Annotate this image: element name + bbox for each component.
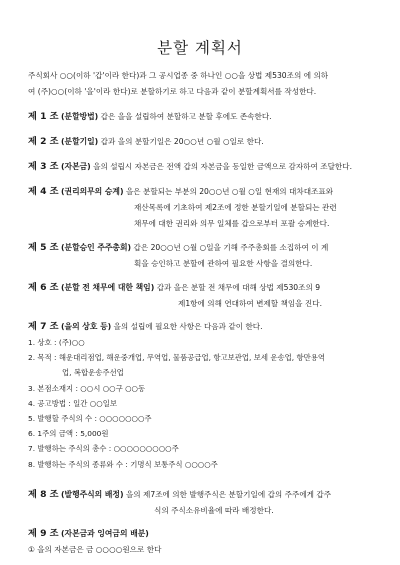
list-item: 4. 공고방법 : 일간 ○○일보 — [28, 398, 117, 408]
article-4 — [28, 184, 372, 232]
article-text: 을의 설립시 자본금은 전액 갑의 자본금을 동일한 금액으로 감자하여 조달한다. — [90, 162, 352, 171]
article-title: (분할기일) — [60, 137, 99, 146]
article-title: (분할승인 주주총회) — [60, 243, 132, 252]
article-5 — [28, 240, 372, 272]
article-7-items — [28, 335, 372, 472]
list-item: 1. 상호 : (주)○○ — [28, 338, 85, 347]
article-3 — [28, 159, 372, 175]
article-text: 을의 설립에 필요한 사항은 다음과 같이 한다. — [111, 322, 263, 331]
article-7 — [28, 319, 372, 335]
intro-line: 주식회사 ○○(이하 '갑'이라 한다)과 그 공시업종 중 하나인 ○○을 상법 제530조의 에 의하 — [28, 71, 329, 80]
article-9 — [28, 526, 372, 558]
intro-paragraph — [28, 68, 368, 100]
article-number: 제 4 조 — [28, 186, 59, 197]
article-number: 제 3 조 — [28, 161, 59, 172]
article-9-item: ① 을의 자본금은 금 ○○○○원으로 한다 — [28, 545, 162, 554]
article-text: 갑과 을의 분할기일은 20○○년 ○월 ○일로 한다. — [98, 137, 264, 146]
article-continuation: 식의 주식소유비율에 따라 배정한다. — [154, 506, 274, 515]
intro-line: 여 (주)○○(이하 '을'이라 한다)로 분할하기로 하고 다음과 같이 분할계획서를 작성한다. — [28, 87, 317, 96]
article-2 — [28, 134, 372, 150]
list-item: 3. 본점소재지 : ○○시 ○○구 ○○동 — [28, 383, 146, 393]
article-number: 제 2 조 — [28, 136, 59, 147]
article-title: (발행주식의 배정) — [60, 490, 124, 499]
article-number: 제 5 조 — [28, 242, 59, 253]
article-title: (자본금과 잉여금의 배분) — [60, 529, 149, 538]
list-item: 7. 발행하는 주식의 총수 : ○○○○○○○○○주 — [28, 444, 179, 454]
article-8 — [28, 487, 372, 519]
article-text: 갑은 을을 설립하여 분할하고 분할 후에도 존속한다. — [98, 112, 272, 121]
list-item-continuation: 업, 복합운송주선업 — [62, 368, 124, 378]
article-text: 을은 분할되는 부분의 20○○년 ○월 ○일 현재의 대차대조표와 — [123, 187, 334, 196]
article-title: (분할방법) — [60, 112, 99, 121]
article-continuation: 채무에 대한 권리와 의무 일체를 갑으로부터 포괄 승계한다. — [134, 219, 330, 228]
article-number: 제 8 조 — [28, 489, 59, 500]
list-item: 8. 발행하는 주식의 종류와 수 : 기명식 보통주식 ○○○○주 — [28, 459, 218, 469]
article-text: 갑은 20○○년 ○월 ○일을 기해 주주총회를 소집하여 이 계 — [131, 243, 329, 252]
document-title: 분할 계획서 — [157, 39, 243, 57]
article-continuation: 획을 승인하고 분할에 관하여 필요한 사항을 결의한다. — [134, 259, 313, 268]
article-text: 갑과 을은 분할 전 채무에 대해 상법 제530조의 9 — [154, 283, 321, 292]
article-continuation: 재산목록에 기초하여 제2조에 정한 분할기일에 분할되는 관련 — [134, 203, 337, 212]
list-item: 2. 목적 : 해운대리점업, 해운중개업, 무역업, 물품공급업, 항고보관업, 보세 운송업, 항만용역 — [28, 353, 326, 363]
article-title: (분할 전 채무에 대한 책임) — [60, 283, 155, 292]
article-number: 제 9 조 — [28, 528, 59, 539]
article-title: (권리의무의 승계) — [60, 187, 124, 196]
article-1 — [28, 109, 372, 125]
list-item: 6. 1주의 금액 : 5,000원 — [28, 429, 109, 439]
article-number: 제 6 조 — [28, 282, 59, 293]
article-continuation: 제1항에 의해 연대하여 변제할 책임을 진다. — [178, 299, 323, 308]
article-number: 제 1 조 — [28, 111, 59, 122]
article-text: 을의 제7조에 의한 발행주식은 분할기일에 갑의 주주에게 갑주 — [123, 490, 332, 499]
article-title: (자본금) — [60, 162, 91, 171]
article-number: 제 7 조 — [28, 321, 59, 332]
article-6 — [28, 280, 372, 312]
list-item: 5. 발행할 주식의 수 : ○○○○○○○주 — [28, 414, 152, 424]
article-title: (을의 상호 등) — [60, 322, 112, 331]
